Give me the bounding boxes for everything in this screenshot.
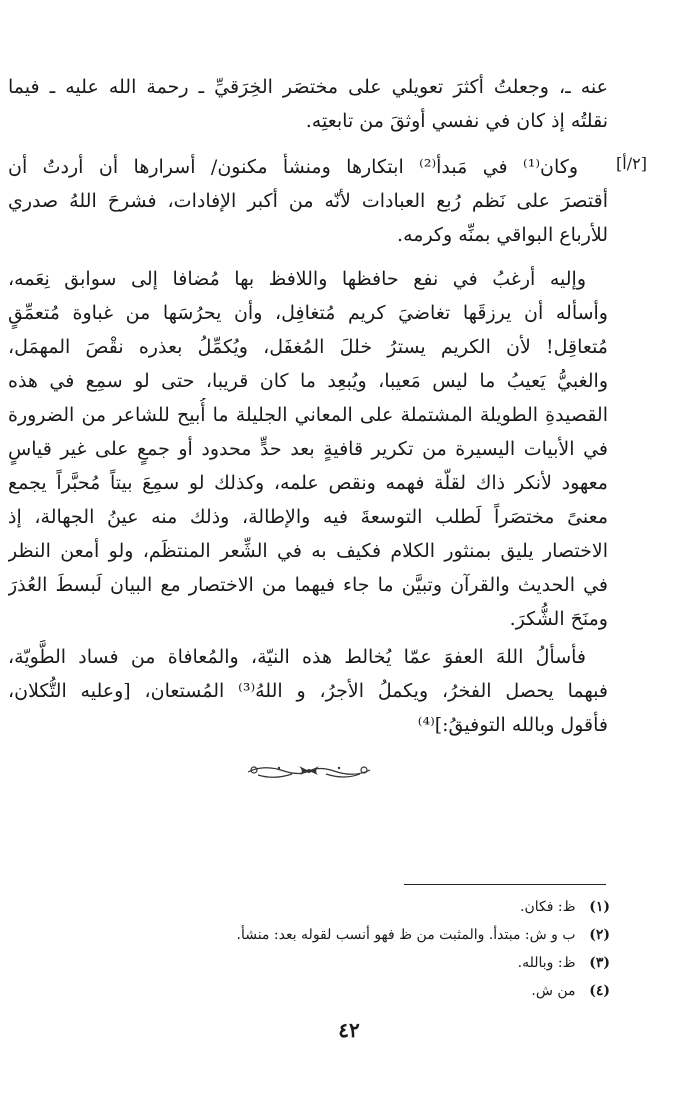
text-line: معهود لأنكر ذاك لقلّة فهمه ونقص علمه، وكذلك لو سمِعَ بيتاً مُحبَّراً يجمع	[8, 472, 608, 494]
footnote	[100, 893, 610, 921]
section-divider-ornament-icon	[244, 758, 374, 784]
paragraph-3	[8, 262, 608, 636]
text-line: وإليه أرغبُ في نفع حافظها واللافظ بها مُضافا إلى سوابق نِعَمه،	[8, 268, 586, 290]
paragraph-2	[8, 150, 608, 252]
footnote-text: من ش.	[531, 983, 576, 999]
page-number: ٤٢	[338, 1018, 360, 1042]
footnote	[100, 921, 610, 949]
text-line: للأرباع البواقي بمنِّه وكرمه.	[397, 224, 608, 246]
footnote-number: (٤)	[589, 983, 610, 999]
text-line: وأسأله أن يرزقَها تغاضيَ كريم مُتغافِل، وأن يحرُسَها من غباوة مُتعمِّقٍ	[8, 302, 608, 324]
footnote-text: ب و ش: مبتدأ. والمثبت من ظ فهو أنسب لقوله بعد: منشأ.	[236, 927, 576, 943]
text-line: ومنَحَ الشُّكرَ.	[509, 608, 608, 630]
text-line: وكان⁽¹⁾ في مَبدأ⁽²⁾ ابتكارها ومنشأ مكنون/ أسرارها أن أردتُ أن	[8, 156, 578, 178]
footnote-separator	[404, 884, 606, 885]
footnotes	[100, 893, 610, 1005]
text-line: نقلتُه إذ كان في نفسي أوثقَ من تابعتِه.	[305, 110, 608, 132]
text-line: أقتصرَ على نَظم رُبع العبادات لأنّه من أكبر الإفادات، فشرحَ اللهُ صدري	[8, 190, 608, 212]
footnote	[100, 977, 610, 1005]
footnote-text: ظ: وبالله.	[517, 955, 576, 971]
footnote-number: (٢)	[589, 927, 610, 943]
text-line: في الحديث والقرآن وتبيَّن ما جاء فيهما من الاختصار مع البيان لَبسطَ العُذرَ	[8, 574, 608, 596]
text-line: والغبيُّ يَعيبُ ما ليس مَعيبا، ويُبعِد ما كان قريبا، حتى لو سمِع في هذه	[8, 370, 608, 392]
footnote-text: ظ: فكان.	[520, 899, 576, 915]
text-line: معنىً مختصَراً لَطلب التوسعةَ فيه والإطالة، وذلك منه عينُ الجهالة، إذ	[8, 506, 608, 528]
footnote	[100, 949, 610, 977]
manuscript-folio-reference: [٢/أ]	[616, 154, 647, 173]
text-line: فأسألُ اللهَ العفوَ عمّا يُخالط هذه النيّة، والمُعافاة من فساد الطَّويّة،	[8, 646, 586, 668]
text-line: القصيدةِ الطويلة المشتملة على المعاني الجليلة ما أُبيح للشاعر من الضرورة	[8, 404, 608, 426]
footnote-number: (٣)	[589, 955, 610, 971]
text-line: عنه ـ، وجعلتُ أكثرَ تعويلي على مختصَر الخِرَقيِّ ـ رحمة الله عليه ـ فيما	[8, 76, 608, 98]
text-line: الاختصار يليق بمنثور الكلام فكيف به في الشِّعر المنتظَم، ولو أمعن النظر	[8, 540, 608, 562]
text-line: فأقول وبالله التوفيقُ:]⁽⁴⁾	[417, 714, 608, 736]
text-line: في الأبيات اليسيرة من تكرير قافيةٍ بعد حدٍّ محدود أو جمعٍ على غير قياسٍ	[8, 438, 608, 460]
text-line: فبهما يحصل الفخرُ، ويكملُ الأجرُ، و اللهُ⁽³⁾ المُستعان، [وعليه التُّكلان،	[8, 680, 608, 702]
paragraph-4	[8, 640, 608, 742]
paragraph-1	[8, 70, 608, 138]
text-line: مُتعاقِل! لأن الكريم يسترُ خللَ المُغفَل، ويُكمِّلُ بعذره نقْصَ المهمَل،	[8, 336, 608, 358]
footnote-number: (١)	[589, 899, 610, 915]
